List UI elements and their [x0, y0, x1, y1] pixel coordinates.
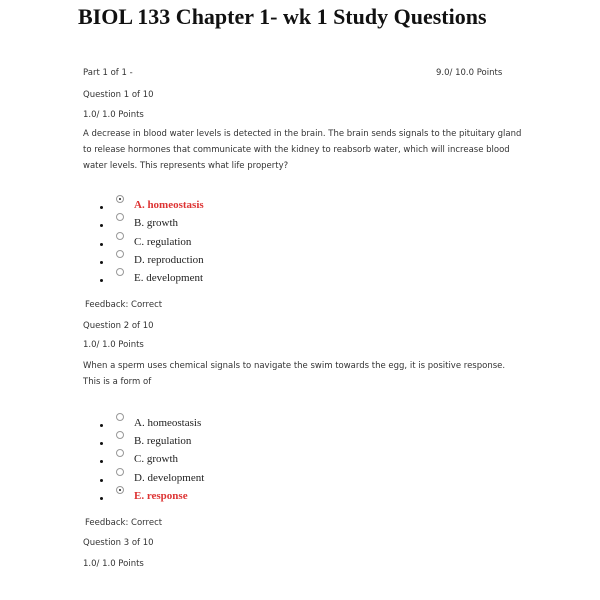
radio[interactable]: [116, 268, 124, 276]
question-points: 1.0/ 1.0 Points: [83, 559, 144, 569]
question-points: 1.0/ 1.0 Points: [83, 110, 144, 120]
option-d[interactable]: [98, 472, 298, 490]
question-number: Question 3 of 10: [83, 538, 154, 548]
bullet-icon: [100, 460, 103, 463]
question-text: When a sperm uses chemical signals to navigate the swim towards the egg, it is positive response. This is a form of: [83, 361, 506, 387]
option-b[interactable]: [98, 217, 298, 235]
option-label: E. response: [134, 490, 188, 502]
question-number: Question 2 of 10: [83, 321, 154, 331]
radio[interactable]: [116, 250, 124, 258]
bullet-icon: [100, 442, 103, 445]
question-points: 1.0/ 1.0 Points: [83, 340, 144, 350]
option-a[interactable]: [98, 417, 298, 435]
total-points: 9.0/ 10.0 Points: [436, 68, 503, 78]
bullet-icon: [100, 206, 103, 209]
radio[interactable]: [116, 413, 124, 421]
feedback: Feedback: Correct: [85, 518, 163, 528]
radio[interactable]: [116, 449, 124, 457]
question-text: A decrease in blood water levels is detected in the brain. The brain sends signals to the pituitary gland to release hormones that communicate with the kidney to reabsorb water, which will increase blood water levels. This represents what life property?: [83, 129, 522, 171]
part-label: Part 1 of 1 -: [83, 68, 133, 78]
option-label: B. growth: [134, 217, 178, 229]
question-number: Question 1 of 10: [83, 90, 154, 100]
bullet-icon: [100, 479, 103, 482]
radio[interactable]: [116, 431, 124, 439]
bullet-icon: [100, 224, 103, 227]
option-label: A. homeostasis: [134, 199, 204, 211]
option-label: D. reproduction: [134, 254, 204, 266]
radio[interactable]: [116, 468, 124, 476]
option-d[interactable]: [98, 254, 298, 272]
option-label: C. growth: [134, 453, 178, 465]
radio[interactable]: [116, 213, 124, 221]
bullet-icon: [100, 279, 103, 282]
option-label: B. regulation: [134, 435, 192, 447]
option-e[interactable]: [98, 272, 298, 290]
option-e[interactable]: [98, 490, 298, 508]
option-label: D. development: [134, 472, 205, 484]
bullet-icon: [100, 243, 103, 246]
option-b[interactable]: [98, 435, 298, 453]
bullet-icon: [100, 497, 103, 500]
option-c[interactable]: [98, 236, 298, 254]
radio-selected[interactable]: [116, 195, 124, 203]
page-title: BIOL 133 Chapter 1- wk 1 Study Questions: [78, 4, 487, 29]
option-label: E. development: [134, 272, 204, 284]
option-label: C. regulation: [134, 236, 192, 248]
bullet-icon: [100, 261, 103, 264]
radio-selected[interactable]: [116, 486, 124, 494]
feedback: Feedback: Correct: [85, 300, 163, 310]
option-a[interactable]: [98, 199, 298, 217]
option-c[interactable]: [98, 453, 298, 471]
bullet-icon: [100, 424, 103, 427]
radio[interactable]: [116, 232, 124, 240]
option-label: A. homeostasis: [134, 417, 202, 429]
